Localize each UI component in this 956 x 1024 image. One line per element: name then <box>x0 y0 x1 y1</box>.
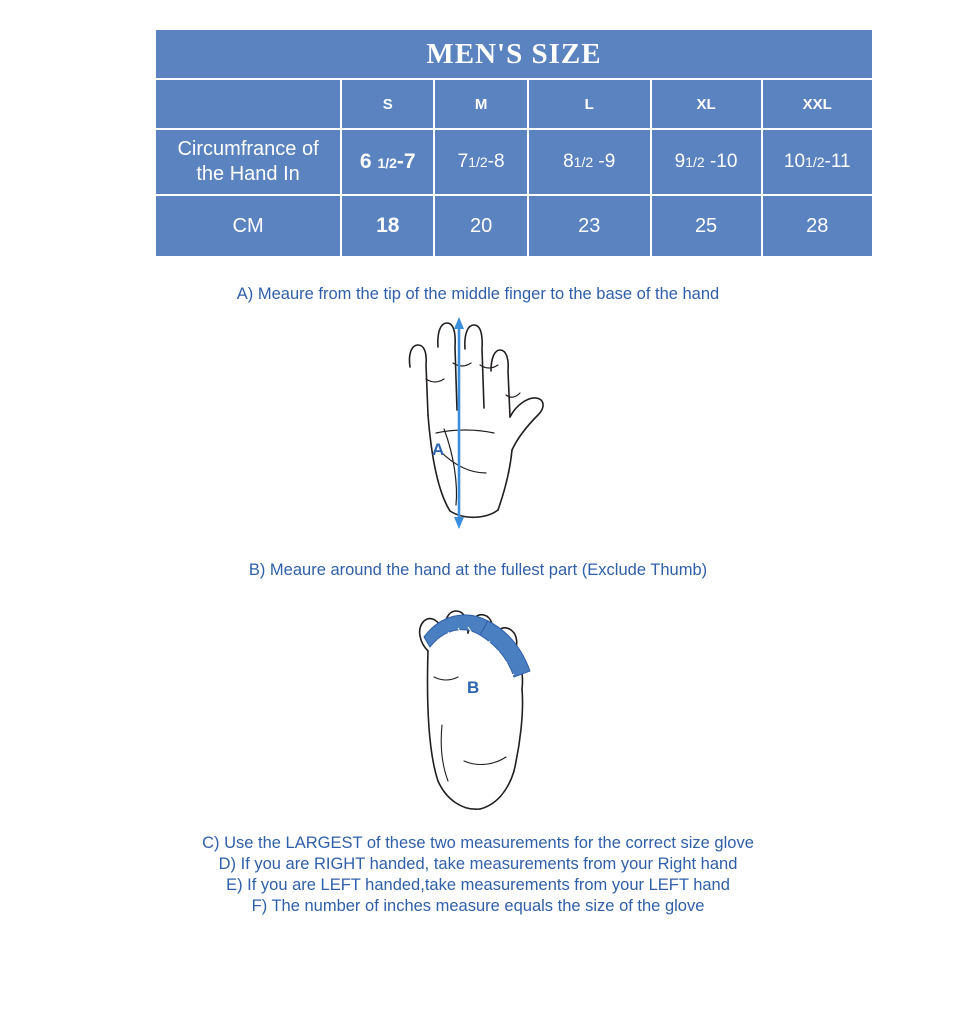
note-c: C) Use the LARGEST of these two measurements for the correct size glove <box>202 834 754 852</box>
instruction-notes <box>0 833 956 917</box>
size-table <box>154 28 874 258</box>
cell-inches-s-whole: 6 <box>359 150 378 173</box>
cell-inches-l-frac: 1/2 <box>573 154 594 170</box>
cell-inches-m-whole: 7 <box>457 151 469 172</box>
cell-inches-l-whole: 8 <box>563 151 574 172</box>
caption-measure-b: B) Meaure around the hand at the fullest part (Exclude Thumb) <box>248 561 708 579</box>
table-row <box>156 130 872 194</box>
cell-inches-m-frac: 1/2 <box>468 154 488 170</box>
cell-inches-s-frac: 1/2 <box>377 155 397 171</box>
measure-label-a: A <box>432 440 445 459</box>
header-size-s: S <box>342 80 433 128</box>
row-label-circumference <box>156 130 340 194</box>
measure-label-b: B <box>467 678 480 697</box>
header-size-xl: XL <box>652 80 761 128</box>
cell-inches-s <box>342 130 433 194</box>
fist-with-tape-illustration <box>368 585 598 830</box>
row-label-line2: the Hand In <box>196 163 300 185</box>
note-f: F) The number of inches measure equals the size of the glove <box>251 897 705 915</box>
cell-inches-xxl <box>763 130 872 194</box>
note-e: E) If you are LEFT handed,take measurements from your LEFT hand <box>226 876 730 894</box>
note-d: D) If you are RIGHT handed, take measurements from your Right hand <box>218 855 738 873</box>
cell-inches-xl-rest: -10 <box>704 151 738 172</box>
table-title: MEN'S SIZE <box>156 30 872 78</box>
caption-measure-a: A) Meaure from the tip of the middle finger to the base of the hand <box>236 285 720 303</box>
cell-inches-xxl-frac: 1/2 <box>805 154 825 170</box>
cell-inches-l <box>529 130 650 194</box>
row-label-cm: CM <box>156 196 340 256</box>
header-size-m: M <box>435 80 526 128</box>
table-row <box>156 196 872 256</box>
open-hand-illustration <box>358 305 598 545</box>
header-size-xxl: XXL <box>763 80 872 128</box>
row-label-line1: Circumfrance of <box>177 138 319 160</box>
cell-cm-xxl: 28 <box>763 196 872 256</box>
cell-cm-l: 23 <box>529 196 650 256</box>
hand-circumference-diagram <box>368 585 598 835</box>
cell-inches-xl-frac: 1/2 <box>685 154 705 170</box>
header-size-l: L <box>529 80 650 128</box>
cell-inches-l-rest: -9 <box>593 151 616 172</box>
table-title-row <box>156 30 872 78</box>
cell-inches-xxl-whole: 10 <box>783 151 806 172</box>
cell-inches-xl-whole: 9 <box>674 151 686 172</box>
hand-length-diagram <box>358 305 598 550</box>
measuring-tape <box>424 615 530 677</box>
cell-inches-m-rest: -8 <box>487 151 505 172</box>
cell-inches-m <box>435 130 526 194</box>
cell-cm-m: 20 <box>435 196 526 256</box>
cell-inches-xxl-rest: -11 <box>824 151 851 172</box>
cell-cm-s: 18 <box>342 196 433 256</box>
cell-inches-xl <box>652 130 761 194</box>
header-blank-cell <box>156 80 340 128</box>
table-header-row <box>156 80 872 128</box>
cell-inches-s-rest: -7 <box>396 150 416 173</box>
cell-cm-xl: 25 <box>652 196 761 256</box>
